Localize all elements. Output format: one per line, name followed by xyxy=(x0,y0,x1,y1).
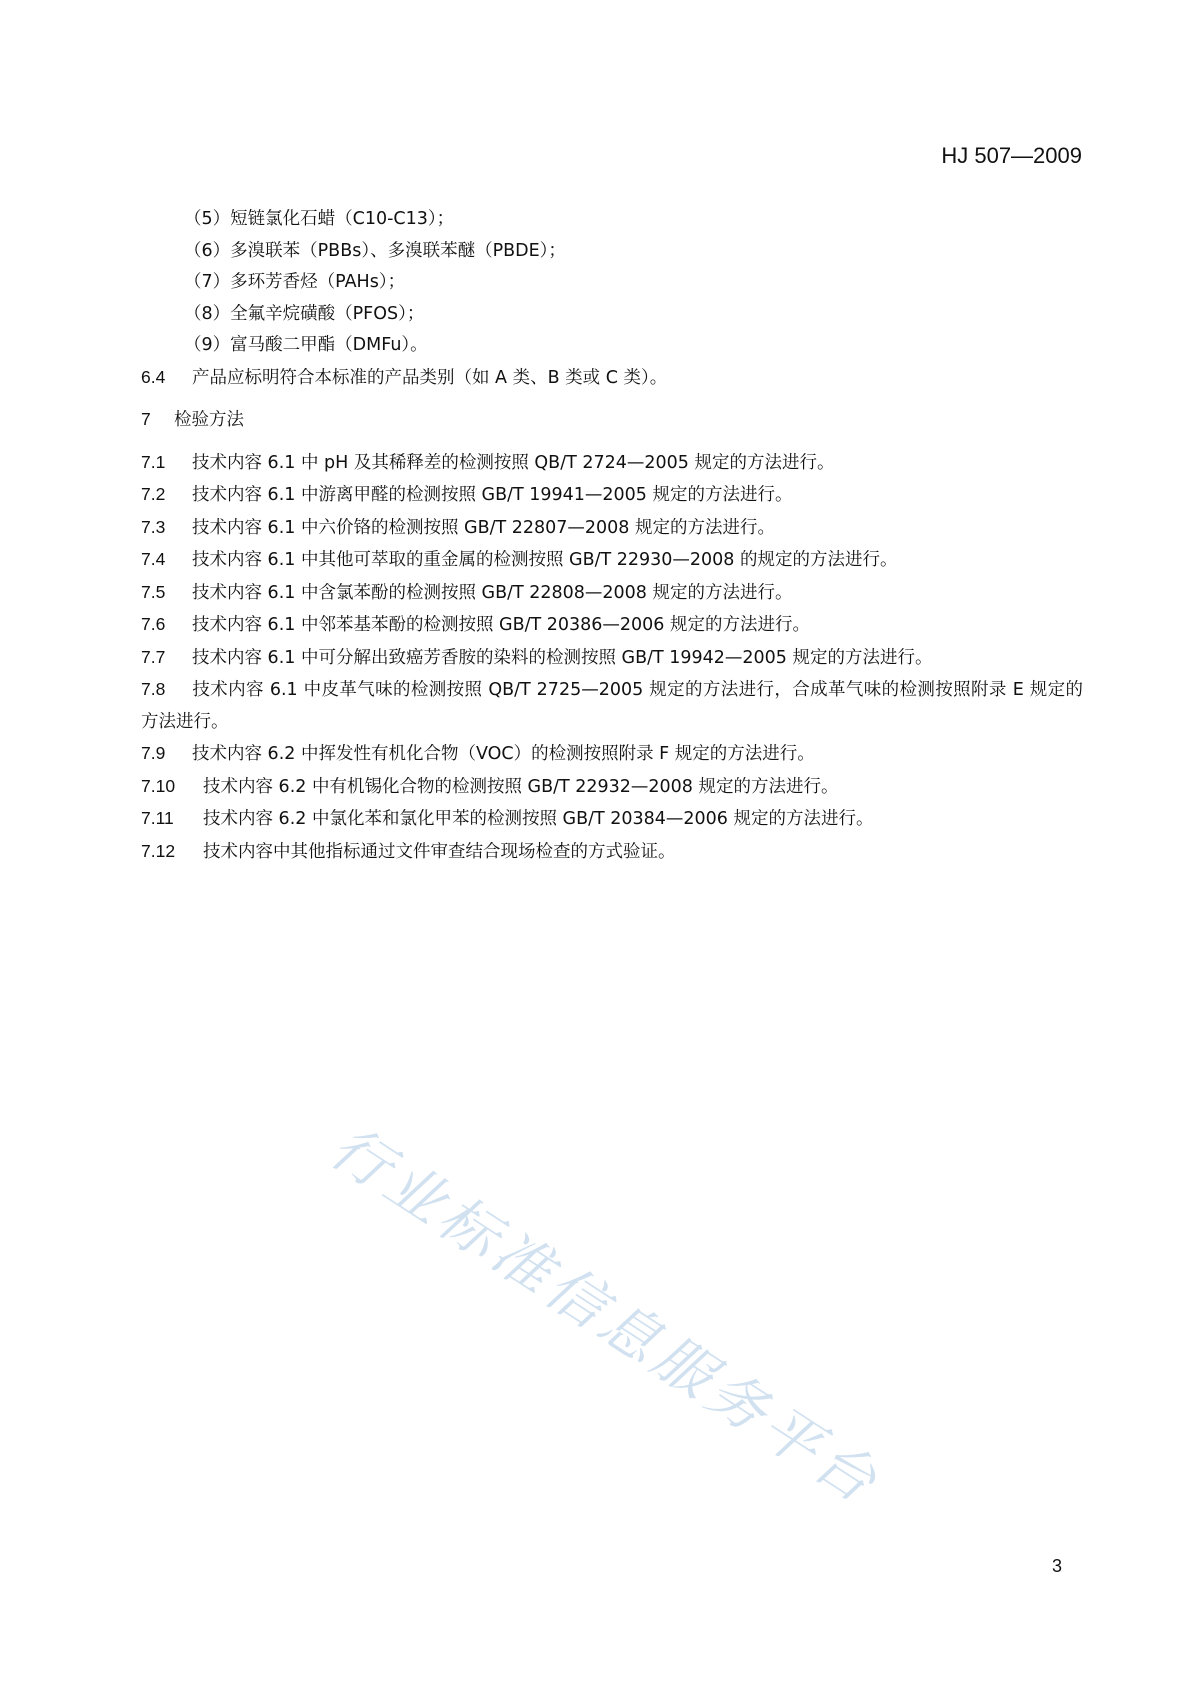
clause-number: 7.5 xyxy=(141,581,166,602)
clause-7-10 xyxy=(141,771,1083,804)
section-number: 7 xyxy=(141,409,151,429)
clause-7-3 xyxy=(141,512,1083,545)
clause-text: 技术内容 6.2 中氯化苯和氯化甲苯的检测按照 GB/T 20384—2006 规定的方法进行。 xyxy=(203,809,874,829)
clause-number: 7.3 xyxy=(141,516,166,537)
clause-number: 7.10 xyxy=(141,775,176,796)
clause-number: 7.9 xyxy=(141,743,166,763)
list-item: （5）短链氯化石蜡（C10-C13）； xyxy=(184,209,455,229)
clause-7-6 xyxy=(141,609,1083,642)
section-title: 检验方法 xyxy=(174,410,244,430)
section-heading xyxy=(141,404,1083,437)
clause-text: 技术内容 6.1 中含氯苯酚的检测按照 GB/T 22808—2008 规定的方法进行。 xyxy=(192,582,793,603)
clause-text: 技术内容 6.1 中其他可萃取的重金属的检测按照 GB/T 22930—2008 的规定的方法进行。 xyxy=(192,550,898,570)
clause-number: 7.8 xyxy=(141,679,166,699)
clause-text: 技术内容 6.1 中邻苯基苯酚的检测按照 GB/T 20386—2006 规定的方法进行。 xyxy=(192,615,811,635)
clause-text: 技术内容中其他指标通过文件审查结合现场检查的方式验证。 xyxy=(203,841,676,862)
clause-number: 7.4 xyxy=(141,549,166,569)
clause-text: 技术内容 6.2 中有机锡化合物的检测按照 GB/T 22932—2008 规定的方法进行。 xyxy=(203,776,839,797)
clause-number: 7.1 xyxy=(141,451,166,472)
list-item: （6）多溴联苯（PBBs）、多溴联苯醚（PBDE）； xyxy=(184,240,566,261)
clause-7-2 xyxy=(141,479,1083,512)
clause-number: 7.7 xyxy=(141,646,166,667)
clause-text: 技术内容 6.1 中皮革气味的检测按照 QB/T 2725—2005 规定的方法进行，合成革气味的检测按照附录 E 规定的方法进行。 xyxy=(141,680,1083,732)
clause-text: 技术内容 6.1 中可分解出致癌芳香胺的染料的检测按照 GB/T 19942—2005 规定的方法进行。 xyxy=(192,647,933,668)
clause-number: 7.6 xyxy=(141,614,166,634)
clause-7-12 xyxy=(141,836,1083,869)
clause-text: 技术内容 6.2 中挥发性有机化合物（VOC）的检测按照附录 F 规定的方法进行。 xyxy=(192,744,815,764)
list-item: （9）富马酸二甲酯（DMFu）。 xyxy=(184,335,428,355)
clause-7-8 xyxy=(141,674,1083,738)
clause-number: 7.12 xyxy=(141,840,176,861)
clause-text: 产品应标明符合本标准的产品类别（如 A 类、B 类或 C 类）。 xyxy=(192,367,668,388)
standard-code: HJ 507—2009 xyxy=(941,143,1082,168)
clause-7-4 xyxy=(141,544,1083,577)
clause-7-7 xyxy=(141,642,1083,675)
watermark: 行业标准信息服务平台 xyxy=(318,1112,893,1519)
document-body xyxy=(141,204,1083,868)
page-number: 3 xyxy=(1051,1556,1062,1576)
clause-7-1 xyxy=(141,447,1083,480)
list-item: （7）多环芳香烃（PAHs）； xyxy=(184,272,406,292)
clause-7-9 xyxy=(141,738,1083,771)
clause-7-11 xyxy=(141,803,1083,836)
clause-number: 7.2 xyxy=(141,484,166,504)
clause-number: 7.11 xyxy=(141,808,174,828)
clause-6-4 xyxy=(141,362,1083,395)
clause-7-5 xyxy=(141,577,1083,610)
clause-text: 技术内容 6.1 中六价铬的检测按照 GB/T 22807—2008 规定的方法进行。 xyxy=(192,517,776,538)
list-item: （8）全氟辛烷磺酸（PFOS）； xyxy=(184,303,425,324)
clause-number: 6.4 xyxy=(141,366,166,387)
clause-text: 技术内容 6.1 中 pH 及其稀释差的检测按照 QB/T 2724—2005 规定的方法进行。 xyxy=(192,452,835,473)
clause-text: 技术内容 6.1 中游离甲醛的检测按照 GB/T 19941—2005 规定的方法进行。 xyxy=(192,485,793,505)
